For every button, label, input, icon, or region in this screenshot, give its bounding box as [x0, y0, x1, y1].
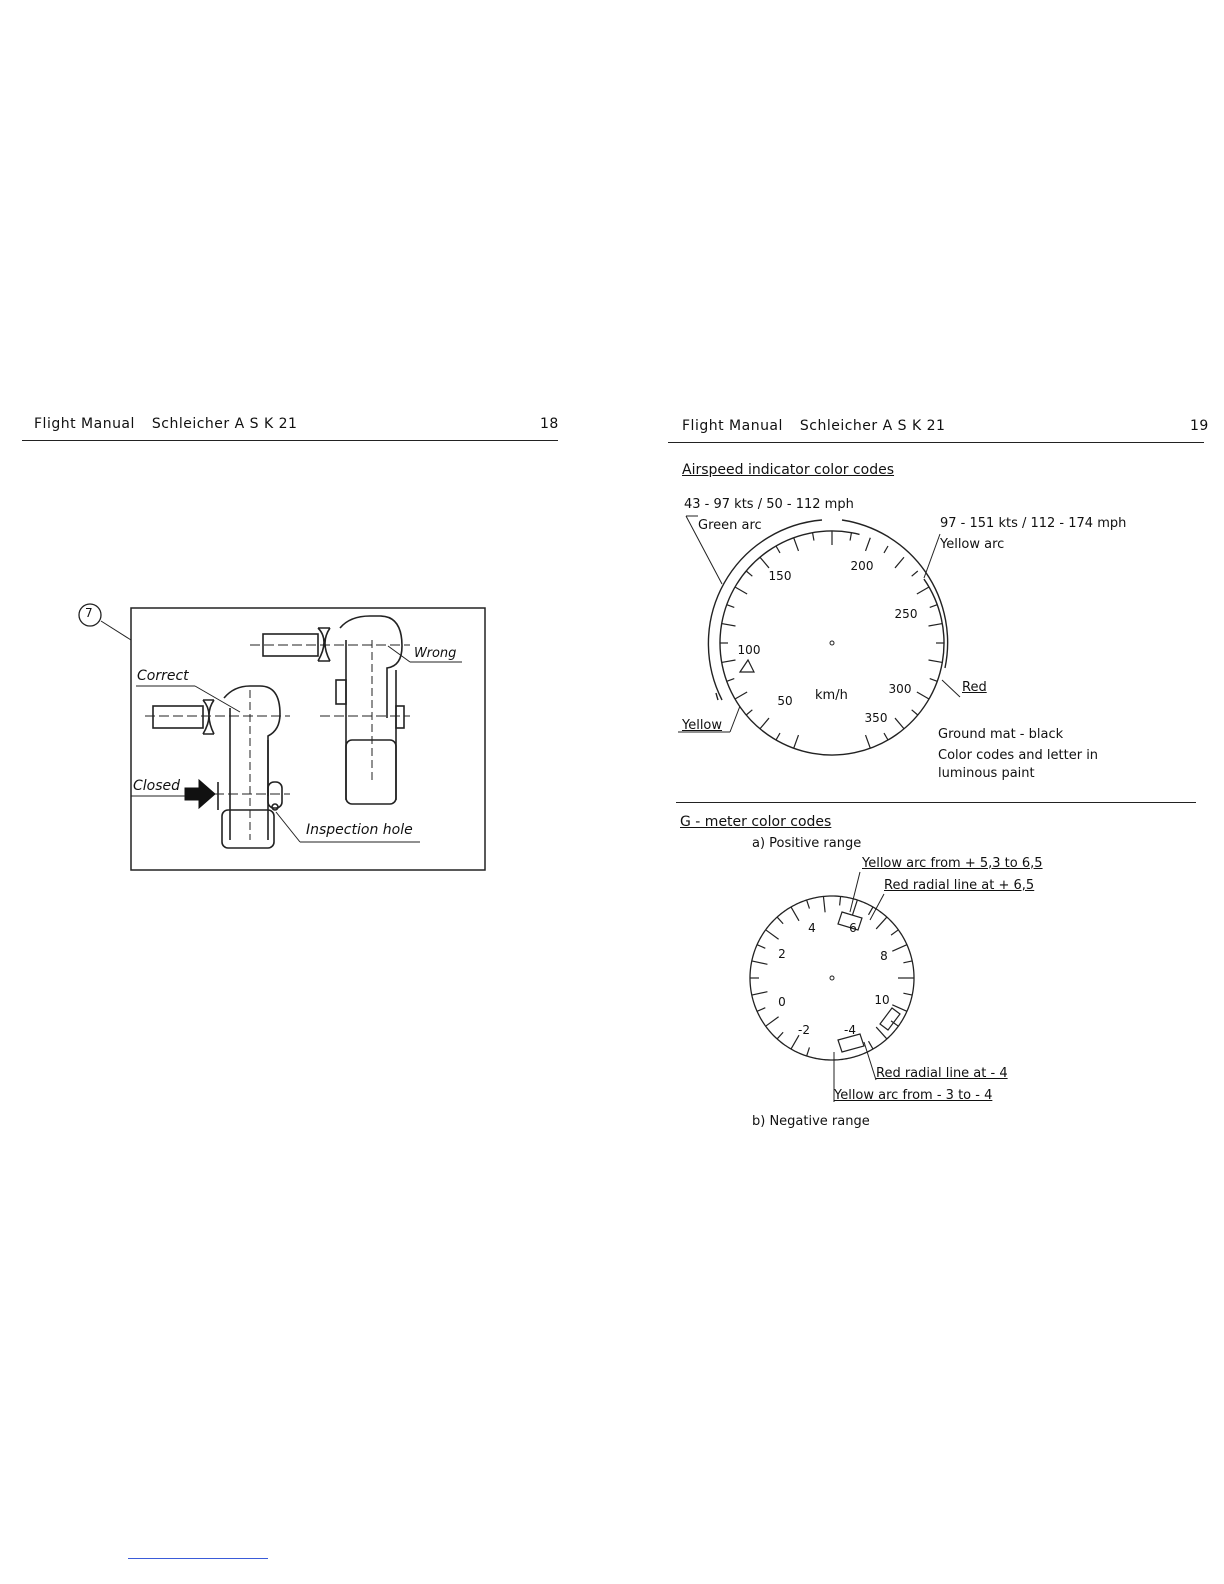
gmeter-tick	[757, 945, 765, 949]
gmeter-red-positive: Red radial line at + 6,5	[884, 878, 1035, 893]
manual-model: Schleicher A S K 21	[799, 418, 946, 434]
label-inspection-hole: Inspection hole	[306, 822, 413, 838]
gmeter-section-title: G - meter color codes	[680, 814, 832, 830]
gmeter-extra-mark	[880, 1008, 900, 1030]
label-correct: Correct	[137, 668, 189, 684]
gmeter-tick	[777, 917, 783, 924]
gmeter-tick	[766, 930, 779, 939]
asi-unit: km/h	[815, 688, 848, 703]
gmeter-negative-range: b) Negative range	[752, 1114, 870, 1129]
gmeter-red-negative: Red radial line at - 4	[876, 1066, 1008, 1081]
gmeter-tick	[903, 993, 912, 995]
asi-red-label: Red	[962, 680, 987, 695]
gmeter-tick	[823, 896, 825, 912]
gmeter-number: -4	[844, 1023, 856, 1037]
gmeter-tick	[757, 1008, 765, 1012]
gmeter-tick	[892, 945, 907, 952]
gmeter-number: 4	[808, 921, 816, 935]
asi-note-1: Ground mat - black	[938, 727, 1064, 742]
gmeter-number: 0	[778, 995, 786, 1009]
asi-number: 200	[850, 559, 874, 573]
asi-yellow-mark-label: Yellow	[682, 718, 723, 733]
left-page-number: 18	[540, 416, 559, 432]
gmeter-positive-range: a) Positive range	[752, 836, 862, 851]
gmeter-tick	[869, 1041, 874, 1049]
right-page-number: 19	[1190, 418, 1209, 434]
manual-model: Schleicher A S K 21	[151, 416, 298, 432]
label-closed: Closed	[133, 778, 181, 794]
asi-number: 150	[768, 569, 792, 583]
gmeter-number: 10	[874, 993, 890, 1007]
gmeter-number: 2	[778, 947, 786, 961]
gmeter-number: 6	[849, 921, 857, 935]
gmeter-tick	[840, 896, 841, 905]
asi-green-label: Green arc	[698, 518, 762, 533]
gmeter-tick	[766, 1017, 779, 1026]
manual-title: Flight Manual	[34, 416, 135, 432]
asi-yellow-range: 97 - 151 kts / 112 - 174 mph	[940, 516, 1127, 531]
label-wrong: Wrong	[414, 646, 457, 661]
gmeter-tick	[852, 900, 857, 915]
asi-section-title: Airspeed indicator color codes	[682, 462, 895, 478]
gmeter-number: 8	[880, 949, 888, 963]
asi-note-3: luminous paint	[938, 766, 1035, 781]
gmeter-tick	[791, 1035, 799, 1049]
gmeter-tick	[903, 961, 912, 963]
gmeter-face	[750, 896, 914, 1060]
asi-note-2: Color codes and letter in	[938, 748, 1099, 763]
gmeter-tick	[876, 1027, 887, 1039]
manual-title: Flight Manual	[682, 418, 783, 434]
gmeter-tick	[752, 992, 768, 995]
gmeter-tick	[777, 1032, 783, 1039]
figure-number: 7	[85, 606, 93, 620]
gmeter-tick	[807, 1047, 810, 1056]
gmeter-tick	[807, 900, 810, 909]
asi-number: 100	[737, 643, 761, 657]
gmeter-tick	[876, 917, 887, 929]
asi-number: 250	[894, 607, 918, 621]
asi-yellow-label: Yellow arc	[940, 537, 1005, 552]
footer-link-line	[128, 1558, 268, 1559]
gmeter-tick	[891, 930, 898, 935]
gmeter-yellow-positive: Yellow arc from + 5,3 to 6,5	[862, 856, 1043, 871]
gmeter-yellow-negative: Yellow arc from - 3 to - 4	[834, 1088, 993, 1103]
gmeter-tick	[791, 907, 799, 921]
gmeter-tick	[869, 907, 874, 915]
asi-number: 350	[864, 711, 888, 725]
gmeter-center-dot	[830, 976, 834, 980]
gmeter-tick	[752, 961, 768, 964]
asi-number: 50	[777, 694, 793, 708]
asi-green-range: 43 - 97 kts / 50 - 112 mph	[684, 497, 854, 512]
asi-number: 300	[888, 682, 912, 696]
gmeter-number: -2	[798, 1023, 810, 1037]
